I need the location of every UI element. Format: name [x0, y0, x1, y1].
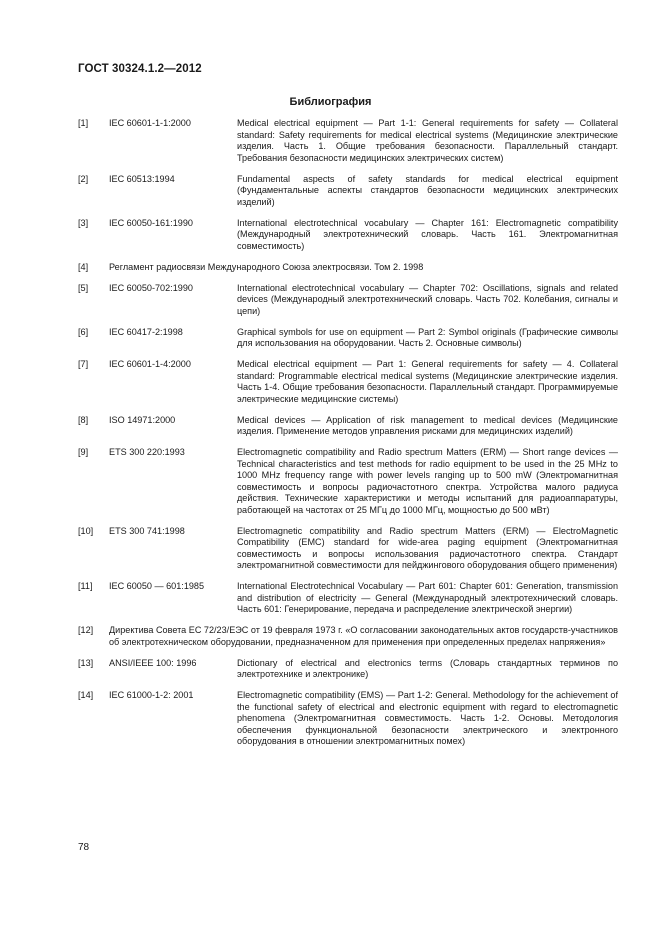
- entry-description: Fundamental aspects of safety standards for medical electrical equipment (Фундаментальные аспекты стандартов безопасности медицинских электрических изделий): [237, 173, 618, 207]
- entry-number: [4]: [78, 261, 89, 272]
- entry-code: IEC 60417-2:1998: [109, 326, 183, 337]
- bibliography-entry: [78, 526, 618, 572]
- bibliography-entry: [78, 262, 618, 274]
- entry-code: IEC 60513:1994: [109, 173, 175, 184]
- entry-code: IEC 60050-702:1990: [109, 282, 193, 293]
- entry-description: Electromagnetic compatibility (EMS) — Part 1-2: General. Methodology for the achievement of the functional safety of electrical and electronic equipment with regard to electromagnetic phenomena (Электромагнитная совместимость. Часть 1-2. Основы. Методология обеспечения функциональной безопасности электрического и электронного оборудования в отношении электромагнитных помех): [237, 690, 618, 746]
- entry-number: [5]: [78, 282, 89, 293]
- entry-code: IEC 60050 — 601:1985: [109, 581, 205, 591]
- entry-number: [1]: [78, 118, 89, 128]
- entry-code: IEC 60601-1-4:2000: [109, 359, 191, 369]
- entry-description: Electromagnetic compatibility and Radio spectrum Matters (ERM) — Short range devices — Technical characteristics and test methods for radio equipment to be used in the 25 MHz to 1000 MHz frequency range with power levels ranging up to 500 mW (Электромагнитная совместимость и вопросы радиочастотного спектра. Устройства малого радиуса действия. Технические характеристики и методы испытаний для радиоаппаратуры, работающей на частотах от 25 МГц до 1000 МГц, мощностью до 500 мВт): [237, 447, 618, 515]
- bibliography-entry: [78, 658, 618, 681]
- bibliography-entry: [78, 118, 618, 164]
- standard-designation: ГОСТ 30324.1.2—2012: [78, 63, 202, 75]
- entry-number: [12]: [78, 625, 94, 635]
- entry-number: [11]: [78, 581, 93, 591]
- entry-description: Medical electrical equipment — Part 1-1: General requirements for safety — Collateral standard: Safety requirements for medical electrical systems (Медицинские электрические изделия. Часть 1. Общие требования безопасности. Параллельный стандарт. Требования безопасности медицинских электрических систем): [237, 118, 618, 163]
- entry-description: Electromagnetic compatibility and Radio spectrum Matters (ERM) — ElectroMagnetic Compatibility (EMC) standard for wide-area paging equipment (Электромагнитная совместимость и вопросы использования радиочастотного спектра. Стандарт электромагнитной совместимости для пейджингового оборудования общего применения): [237, 525, 618, 570]
- entry-description: Регламент радиосвязи Международного Союза электросвязи. Том 2. 1998: [109, 261, 424, 272]
- entry-code: IEC 60050-161:1990: [109, 217, 193, 228]
- entry-description: Medical devices — Application of risk management to medical devices (Медицинские изделия. Применение методов управления рисками для медицинских изделий): [237, 414, 618, 436]
- entry-description: International Electrotechnical Vocabulary — Part 601: Chapter 601: Generation, transmission and distribution of electricity — General (Международный электротехнический словарь. Часть 601: Генерирование, передача и распределение электрической энергии): [237, 581, 618, 614]
- entry-description: Graphical symbols for use on equipment — Part 2: Symbol originals (Графические символы для использования на оборудовании. Часть 2. Основные символы): [237, 326, 618, 348]
- entry-code: ETS 300 220:1993: [109, 447, 185, 457]
- entry-description: Dictionary of electrical and electronics terms (Словарь стандартных терминов по электротехнике и электронике): [237, 657, 618, 679]
- bibliography-entry: [78, 581, 618, 616]
- entry-description: Директива Совета ЕС 72/23/ЕЭС от 19 февраля 1973 г. «О согласовании законодательных актов государств-участников об электротехническом оборудовании, предназначенном для применения при определенных пределах напряжения»: [109, 625, 618, 647]
- entry-number: [6]: [78, 326, 89, 337]
- bibliography-entry: [78, 174, 618, 209]
- bibliography-list: [78, 118, 618, 757]
- entry-number: [2]: [78, 173, 89, 184]
- entry-code: IEC 61000-1-2: 2001: [109, 690, 194, 700]
- entry-number: [7]: [78, 359, 89, 369]
- entry-number: [14]: [78, 690, 94, 700]
- bibliography-entry: [78, 283, 618, 318]
- entry-code: ANSI/IEEE 100: 1996: [109, 657, 197, 668]
- bibliography-entry: [78, 625, 618, 648]
- page-number: 78: [78, 842, 90, 853]
- entry-number: [3]: [78, 217, 89, 228]
- bibliography-entry: [78, 690, 618, 748]
- bibliography-entry: [78, 447, 618, 516]
- entry-description: Medical electrical equipment — Part 1: General requirements for safety — 4. Collateral standard: Programmable electrical medical systems (Медицинские электрические изделия. Часть 1-4. Общие требования безопасности. Параллельный стандарт. Программируемые электрические медицинские системы): [237, 359, 618, 404]
- entry-number: [8]: [78, 414, 89, 425]
- entry-code: ETS 300 741:1998: [109, 525, 185, 536]
- bibliography-title: Библиография: [289, 96, 372, 108]
- entry-code: IEC 60601-1-1:2000: [109, 118, 191, 128]
- entry-number: [10]: [78, 525, 94, 536]
- bibliography-entry: [78, 218, 618, 253]
- entry-description: International electrotechnical vocabulary — Chapter 702: Oscillations, signals and related devices (Международный электротехнический словарь. Часть 702. Колебания, сигналы и цепи): [237, 282, 618, 316]
- entry-number: [13]: [78, 657, 94, 668]
- bibliography-entry: [78, 359, 618, 405]
- entry-code: ISO 14971:2000: [109, 414, 176, 425]
- bibliography-entry: [78, 327, 618, 350]
- entry-description: International electrotechnical vocabulary — Chapter 161: Electromagnetic compatibility (Международный электротехнический словарь. Часть 161. Электромагнитная совместимость): [237, 217, 618, 251]
- entry-number: [9]: [78, 447, 89, 457]
- bibliography-entry: [78, 415, 618, 438]
